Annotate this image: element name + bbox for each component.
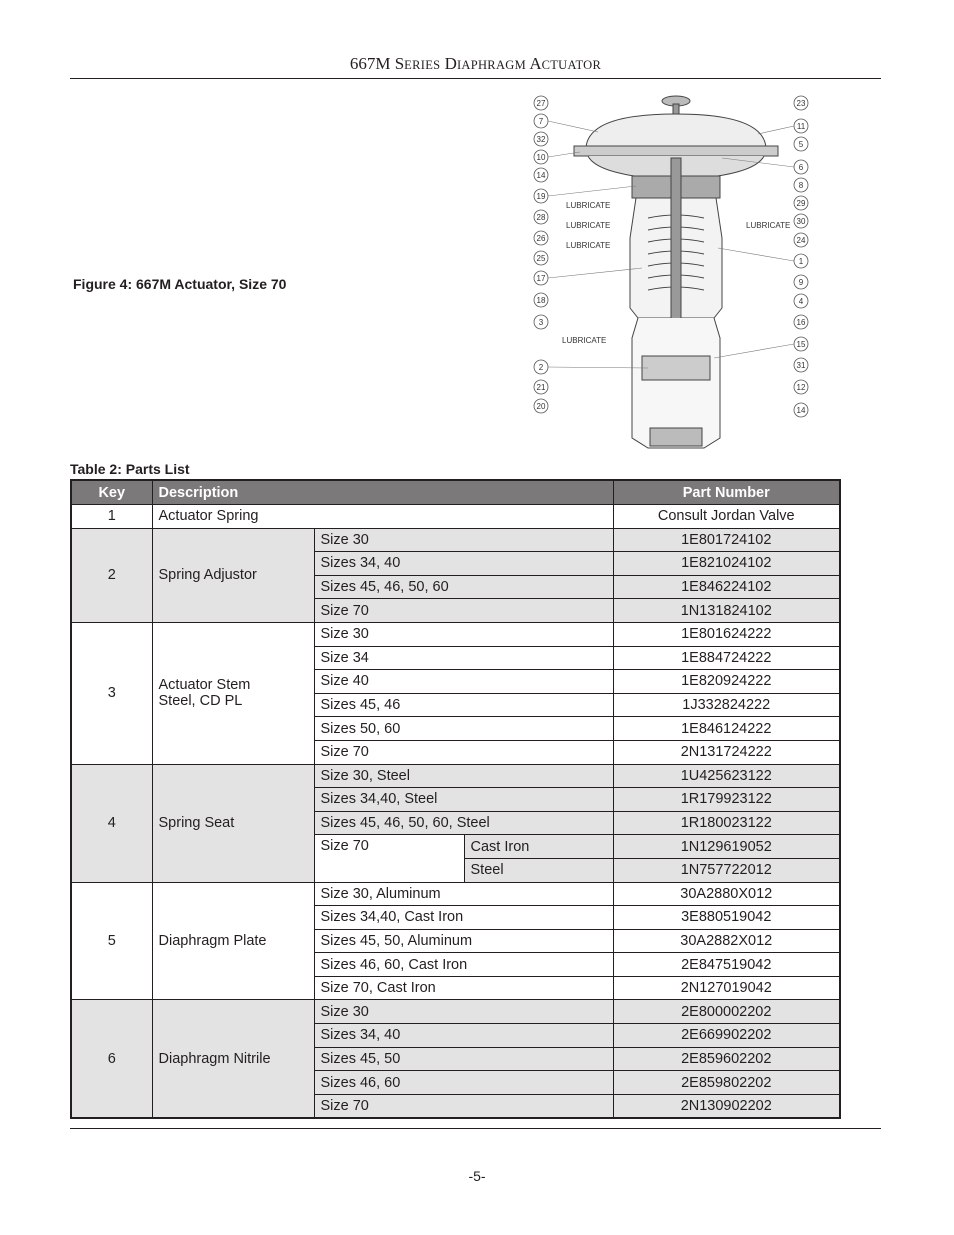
- key-cell: 4: [71, 764, 152, 882]
- svg-text:18: 18: [536, 296, 546, 305]
- material-cell: Cast Iron: [464, 835, 613, 859]
- svg-text:28: 28: [536, 213, 546, 222]
- svg-text:10: 10: [536, 153, 546, 162]
- svg-text:20: 20: [536, 402, 546, 411]
- col-header-description: Description: [152, 480, 613, 505]
- size-cell: Size 70: [314, 835, 464, 882]
- size-cell: Size 70: [314, 740, 613, 764]
- table-header-row: [71, 480, 840, 505]
- col-header-part-number: Part Number: [613, 480, 840, 505]
- size-cell: Sizes 50, 60: [314, 717, 613, 741]
- description-cell: Actuator Spring: [152, 505, 613, 529]
- part-number-cell: 2N131724222: [613, 740, 840, 764]
- part-number-cell: 1J332824222: [613, 693, 840, 717]
- part-number-cell: 1E821024102: [613, 552, 840, 576]
- size-cell: Sizes 45, 46, 50, 60, Steel: [314, 811, 613, 835]
- part-number-cell: 30A2880X012: [613, 882, 840, 906]
- svg-text:19: 19: [536, 192, 546, 201]
- table-row: [71, 1000, 840, 1024]
- svg-text:15: 15: [796, 340, 806, 349]
- svg-text:25: 25: [536, 254, 546, 263]
- part-number-cell: 1U425623122: [613, 764, 840, 788]
- key-cell: 5: [71, 882, 152, 1000]
- svg-text:21: 21: [536, 383, 546, 392]
- size-cell: Sizes 46, 60, Cast Iron: [314, 953, 613, 977]
- col-header-key: Key: [71, 480, 152, 505]
- parts-list-table: [70, 479, 841, 1119]
- size-cell: Size 70, Cast Iron: [314, 976, 613, 1000]
- table-row: [71, 528, 840, 552]
- part-number-cell: 1E884724222: [613, 646, 840, 670]
- table-row: [71, 505, 840, 529]
- size-cell: Size 30: [314, 1000, 613, 1024]
- size-cell: Size 70: [314, 1094, 613, 1118]
- page-header-title: 667M SERIES DIAPHRAGM ACTUATOR: [349, 54, 602, 73]
- size-cell: Size 30: [314, 622, 613, 646]
- size-cell: Sizes 45, 46, 50, 60: [314, 575, 613, 599]
- size-cell: Sizes 45, 50, Aluminum: [314, 929, 613, 953]
- size-cell: Sizes 34,40, Cast Iron: [314, 906, 613, 930]
- part-number-cell: Consult Jordan Valve: [613, 505, 840, 529]
- part-number-cell: 2N127019042: [613, 976, 840, 1000]
- svg-text:LUBRICATE: LUBRICATE: [562, 336, 607, 345]
- svg-text:11: 11: [796, 122, 806, 131]
- svg-text:32: 32: [536, 135, 546, 144]
- size-cell: Sizes 45, 46: [314, 693, 613, 717]
- part-number-cell: 1R179923122: [613, 788, 840, 812]
- part-number-cell: 1N131824102: [613, 599, 840, 623]
- svg-text:LUBRICATE: LUBRICATE: [566, 201, 611, 210]
- size-cell: Sizes 46, 60: [314, 1071, 613, 1095]
- description-cell: Spring Adjustor: [152, 528, 314, 622]
- size-cell: Sizes 34, 40: [314, 1024, 613, 1048]
- size-cell: Sizes 34, 40: [314, 552, 613, 576]
- svg-text:8: 8: [798, 181, 804, 190]
- size-cell: Size 30: [314, 528, 613, 552]
- svg-text:5: 5: [798, 140, 804, 149]
- part-number-cell: 1N129619052: [613, 835, 840, 859]
- description-cell: Diaphragm Plate: [152, 882, 314, 1000]
- size-cell: Size 30, Steel: [314, 764, 613, 788]
- svg-text:3: 3: [538, 318, 544, 327]
- part-number-cell: 2E669902202: [613, 1024, 840, 1048]
- description-cell: Actuator Stem Steel, CD PL: [152, 622, 314, 764]
- svg-text:24: 24: [796, 236, 806, 245]
- part-number-cell: 30A2882X012: [613, 929, 840, 953]
- svg-text:30: 30: [796, 217, 806, 226]
- svg-text:1: 1: [798, 257, 804, 266]
- description-cell: Spring Seat: [152, 764, 314, 882]
- svg-text:12: 12: [796, 383, 806, 392]
- size-cell: Size 70: [314, 599, 613, 623]
- part-number-cell: 2E859802202: [613, 1071, 840, 1095]
- key-cell: 1: [71, 505, 152, 529]
- svg-text:31: 31: [796, 361, 806, 370]
- size-cell: Sizes 45, 50: [314, 1047, 613, 1071]
- part-number-cell: 3E880519042: [613, 906, 840, 930]
- part-number-cell: 1N757722012: [613, 858, 840, 882]
- key-cell: 6: [71, 1000, 152, 1118]
- svg-text:9: 9: [798, 278, 804, 287]
- svg-text:26: 26: [536, 234, 546, 243]
- part-number-cell: 1E801724102: [613, 528, 840, 552]
- svg-text:16: 16: [796, 318, 806, 327]
- svg-text:LUBRICATE: LUBRICATE: [566, 221, 611, 230]
- part-number-cell: 1E846224102: [613, 575, 840, 599]
- footer-rule: [70, 1128, 881, 1129]
- part-number-cell: 2E800002202: [613, 1000, 840, 1024]
- svg-text:LUBRICATE: LUBRICATE: [746, 221, 791, 230]
- table-row: [71, 622, 840, 646]
- svg-text:6: 6: [798, 163, 804, 172]
- size-cell: Size 34: [314, 646, 613, 670]
- page-number: -5-: [468, 1168, 486, 1184]
- size-cell: Size 30, Aluminum: [314, 882, 613, 906]
- svg-text:29: 29: [796, 199, 806, 208]
- svg-text:4: 4: [798, 297, 804, 306]
- svg-text:27: 27: [536, 99, 546, 108]
- size-cell: Sizes 34,40, Steel: [314, 788, 613, 812]
- table-caption: Table 2: Parts List: [70, 461, 190, 477]
- key-cell: 3: [71, 622, 152, 764]
- part-number-cell: 2E847519042: [613, 953, 840, 977]
- figure-caption: Figure 4: 667M Actuator, Size 70: [73, 276, 287, 292]
- table-row: [71, 764, 840, 788]
- size-cell: Size 40: [314, 670, 613, 694]
- header-rule: [70, 78, 881, 79]
- actuator-cross-section-drawing: [508, 88, 820, 458]
- part-number-cell: 2N130902202: [613, 1094, 840, 1118]
- svg-text:14: 14: [536, 171, 546, 180]
- svg-text:17: 17: [536, 274, 546, 283]
- part-number-cell: 1R180023122: [613, 811, 840, 835]
- table-row: [71, 882, 840, 906]
- svg-text:14: 14: [796, 406, 806, 415]
- svg-text:23: 23: [796, 99, 806, 108]
- svg-text:2: 2: [538, 363, 544, 372]
- description-cell: Diaphragm Nitrile: [152, 1000, 314, 1118]
- part-number-cell: 1E801624222: [613, 622, 840, 646]
- material-cell: Steel: [464, 858, 613, 882]
- part-number-cell: 1E820924222: [613, 670, 840, 694]
- key-cell: 2: [71, 528, 152, 622]
- part-number-cell: 2E859602202: [613, 1047, 840, 1071]
- svg-text:7: 7: [538, 117, 544, 126]
- part-number-cell: 1E846124222: [613, 717, 840, 741]
- svg-text:LUBRICATE: LUBRICATE: [566, 241, 611, 250]
